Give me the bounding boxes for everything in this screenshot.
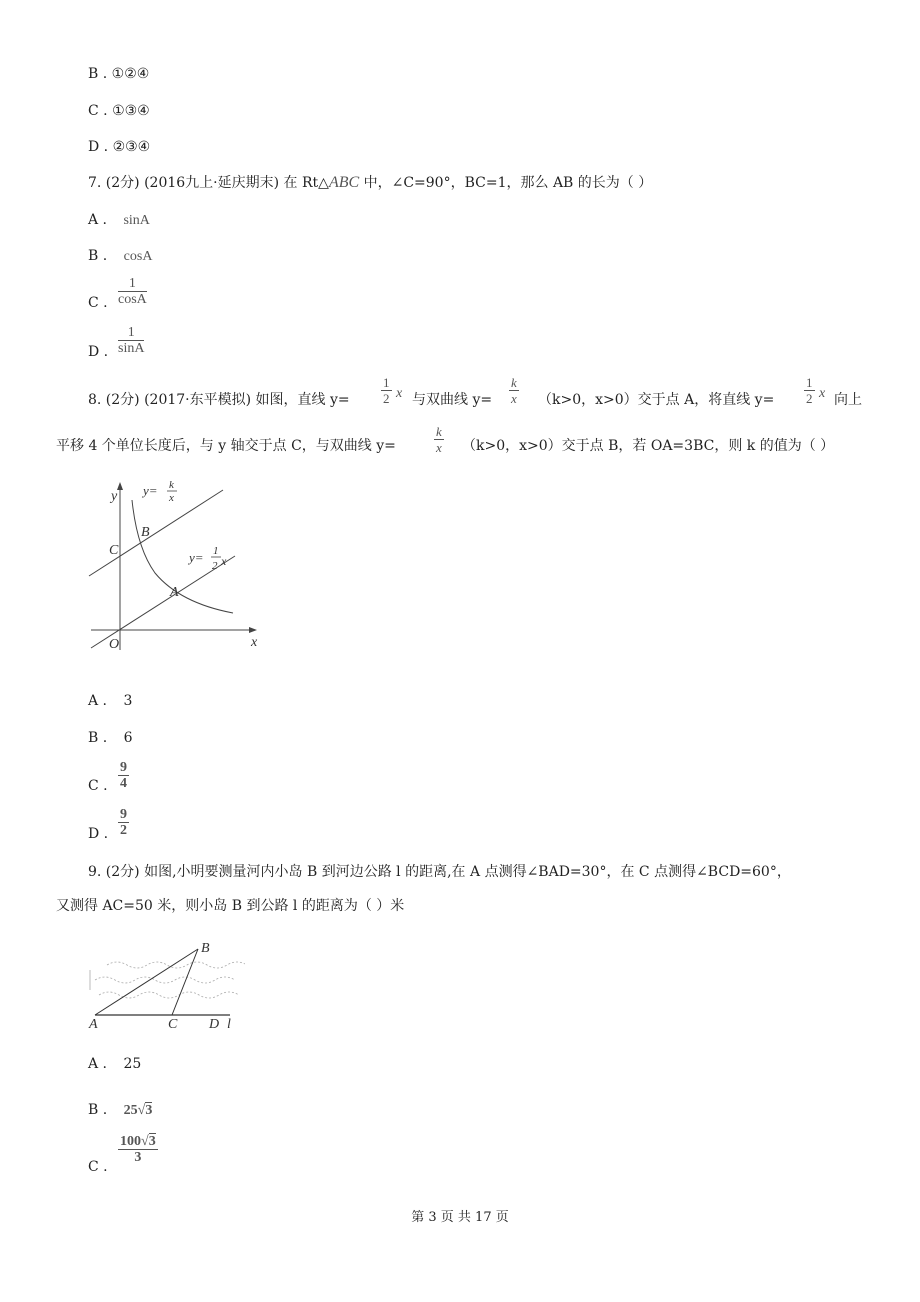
- q8-half-fraction-2: $\frac{1}{2}$: [806, 375, 813, 406]
- q8-line1-b: 与双曲线 y=: [412, 392, 493, 408]
- option-label: B .: [88, 248, 108, 264]
- q9-option-a: A . 25: [88, 1056, 142, 1072]
- river-wave-3: [99, 992, 239, 998]
- q9-line1: 9. (2分) 如图,小明要测量河内小岛 B 到河边公路 l 的距离,在 A 点测得∠BAD=30°，在 C 点测得∠BCD=60°，: [88, 864, 791, 880]
- q8-x-2: x: [819, 386, 826, 401]
- river-wave-2: [95, 977, 235, 983]
- point-a-label: A: [89, 1017, 98, 1030]
- q9-option-c-fraction: $\frac{100√3}{3}$: [120, 1134, 156, 1165]
- q9-figure: [85, 935, 245, 1030]
- q8-x-1: x: [396, 386, 403, 401]
- line-l-label: l: [227, 1017, 231, 1030]
- segment-cb: [172, 949, 198, 1015]
- q6-option-d: D . ②③④: [88, 139, 151, 155]
- question-7: [88, 173, 652, 193]
- q8-k-over-x-1: $\frac{k}{x}$: [511, 375, 517, 406]
- q8-line1-d: 向上: [834, 392, 862, 408]
- q8-figure: [85, 478, 270, 658]
- q8-option-b: B . 6: [88, 730, 133, 746]
- point-b-label: B: [141, 525, 150, 540]
- origin-label: O: [109, 637, 120, 652]
- q8-option-c-label: C .: [88, 778, 108, 794]
- point-b-label: B: [201, 941, 210, 956]
- curve-equation-numerator: k: [169, 479, 174, 491]
- curve-equation-denominator: x: [169, 492, 174, 504]
- q8-line2-b: （k>0，x>0）交于点 B，若 OA=3BC，则 k 的值为（ ）: [462, 438, 835, 454]
- point-d-label: D: [209, 1017, 220, 1030]
- q8-line1-c: （k>0，x>0）交于点 A，将直线 y=: [538, 392, 775, 408]
- line-equation-numerator: 1: [213, 545, 219, 557]
- q9-option-b: B . 25√3: [88, 1102, 153, 1118]
- option-expr: sinA: [123, 213, 150, 228]
- q8-option-d-fraction: $\frac{9}{2}$: [120, 807, 127, 838]
- q7-option-c-fraction: $\frac{1}{\cos A}$: [118, 276, 147, 307]
- radicand: 3: [145, 1103, 153, 1118]
- q7-option-a: [88, 210, 150, 231]
- line-equation-prefix: y=: [189, 550, 204, 565]
- q8-option-a: A . 3: [88, 693, 133, 709]
- q8-half-fraction-1: $\frac{1}{2}$: [383, 375, 390, 406]
- q7-text-pre: 7. (2分) (2016九上·延庆期末) 在 Rt△: [88, 175, 329, 191]
- segment-ab: [95, 949, 198, 1015]
- y-axis-label: y: [111, 489, 118, 504]
- page-footer: 第 3 页 共 17 页: [411, 1210, 509, 1225]
- q8-line1-a: 8. (2分) (2017·东平模拟) 如图，直线 y=: [88, 392, 350, 408]
- q7-triangle-name: ABC: [328, 174, 360, 191]
- q7-option-c-label: C .: [88, 295, 108, 311]
- q9-option-c-label: C .: [88, 1159, 108, 1175]
- line-equation-x: x: [221, 554, 227, 568]
- point-a-label: A: [170, 585, 179, 600]
- q6-option-c: C . ①③④: [88, 103, 150, 119]
- x-axis-label: x: [251, 635, 258, 650]
- q8-option-d-label: D .: [88, 826, 109, 842]
- q8-line2-a: 平移 4 个单位长度后，与 y 轴交于点 C，与双曲线 y=: [56, 438, 396, 454]
- q7-option-d-label: D .: [88, 344, 109, 360]
- y-axis-arrow: [117, 482, 123, 490]
- option-expr: cosA: [123, 249, 153, 264]
- q6-option-b: B . ①②④: [88, 66, 150, 82]
- q9-line2: 又测得 AC=50 米，则小岛 B 到公路 l 的距离为（ ）米: [56, 898, 405, 914]
- point-c-label: C: [168, 1017, 178, 1030]
- x-axis-arrow: [249, 627, 257, 633]
- option-label: A .: [88, 212, 108, 228]
- q8-k-over-x-2: $\frac{k}{x}$: [436, 424, 442, 455]
- curve-equation-prefix: y=: [143, 483, 158, 498]
- q7-option-d-fraction: $\frac{1}{\sin A}$: [118, 325, 145, 356]
- point-c-label: C: [109, 543, 119, 558]
- line-equation-denominator: 2: [212, 560, 218, 572]
- q8-option-c-fraction: $\frac{9}{4}$: [120, 760, 127, 791]
- q7-option-b: [88, 246, 152, 267]
- q7-text-post: 中，∠C=90°，BC=1，那么 AB 的长为（ ）: [359, 175, 653, 191]
